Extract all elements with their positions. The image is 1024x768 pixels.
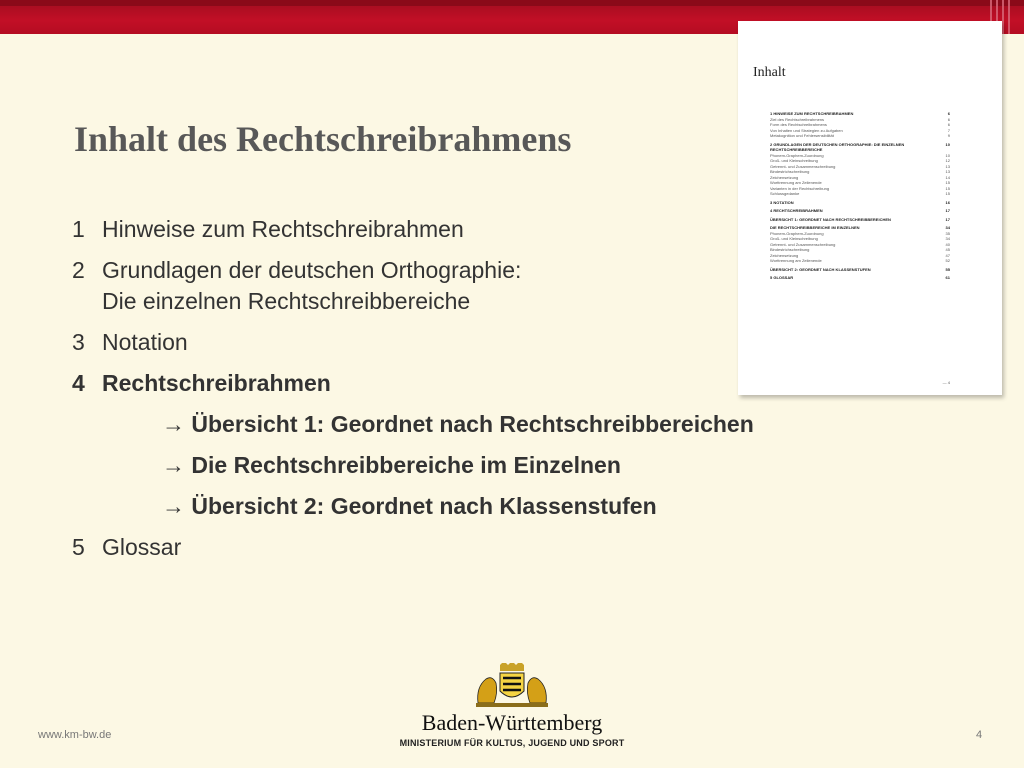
document-toc-page: 6 [947,111,950,116]
toc-subitem: → Übersicht 1: Geordnet nach Rechtschreibbereichen [162,411,754,437]
document-toc-page: 7 [947,127,950,133]
document-toc-label: ÜBERSICHT 2: GEORDNET NACH KLASSENSTUFEN [770,266,871,272]
toc-subitem: → Die Rechtschreibbereiche im Einzelnen [162,452,621,478]
toc-item-text: Notation [102,329,188,355]
document-toc-row [770,142,950,153]
document-toc-page: 52 [945,258,950,263]
document-toc-page: 15 [945,180,950,185]
document-toc-page: 47 [945,252,950,258]
page-number: 4 [976,729,983,741]
document-toc-label: Schlussgedanke [770,191,800,196]
document-toc-label: Bindestrichschreibung [770,169,810,174]
document-toc-label: 3 NOTATION [770,199,794,205]
document-toc-row [770,217,950,223]
coat-of-arms-icon [472,663,552,709]
document-toc-page: 34 [945,236,950,241]
document-toc-page: 40 [945,241,950,247]
document-toc-page: 10 [945,141,950,147]
document-toc [770,108,950,281]
toc-item-text: Hinweise zum Rechtschreibrahmen [102,216,464,242]
toc-item-number: 2 [72,257,85,283]
document-toc-page: 35 [945,230,950,236]
toc-item-text: Rechtschreibrahmen [102,370,331,396]
document-toc-label: Groß- und Kleinschreibung [770,236,818,241]
document-toc-label: ÜBERSICHT 1: GEORDNET NACH RECHTSCHREIBBEREICHEN [770,216,891,222]
toc-sub-list [72,409,872,522]
document-toc-row [770,191,950,197]
document-toc-page: 6 [947,116,950,122]
document-toc-label: Zeichensetzung [770,252,799,258]
document-toc-page: 14 [945,174,950,180]
toc-item-number: 1 [72,216,85,242]
document-toc-label: Varianten in der Rechtschreibung [770,185,830,191]
document-toc-page: 13 [945,163,950,169]
document-toc-label: Groß- und Kleinschreibung [770,158,818,163]
document-toc-page: 10 [945,152,950,158]
slide-title: Inhalt des Rechtschreibrahmens [74,119,572,159]
toc-item-text: Grundlagen der deutschen Orthographie: Die einzelnen Rechtschreibbereiche [102,257,522,314]
toc-item-number: 5 [72,534,85,560]
toc-subitem: → Übersicht 2: Geordnet nach Klassenstufen [162,493,657,519]
document-toc-label: Ziel des Rechtschreibrahmens [770,116,825,122]
document-thumbnail [738,21,1002,395]
document-toc-label: Phonem-Graphem-Zuordnung [770,152,824,158]
document-toc-page: 6 [947,122,950,127]
document-toc-row [770,208,950,214]
document-toc-label: Zeichensetzung [770,174,799,180]
document-toc-row [770,275,950,281]
document-toc-page: 17 [945,208,950,213]
document-toc-page: 34 [945,225,950,230]
document-toc-row [770,200,950,206]
document-toc-page: 12 [945,158,950,163]
brand-name: Baden-Württemberg [421,710,603,735]
document-toc-label: Form des Rechtschreibrahmens [770,122,827,127]
document-toc-row [770,258,950,264]
top-bar-stripe [0,0,1024,6]
document-toc-page: 55 [945,266,950,272]
toc-item-number: 3 [72,329,85,355]
toc-item-text: Glossar [102,534,182,560]
document-toc-page: 15 [945,185,950,191]
document-toc-label: Phonem-Graphem-Zuordnung [770,230,824,236]
toc-item-number: 4 [72,370,85,396]
document-title: Inhalt [753,65,786,80]
document-toc-row [770,133,950,139]
document-toc-label: Worttrennung am Zeilenende [770,180,822,185]
document-toc-label: 1 HINWEISE ZUM RECHTSCHREIBRAHMEN [770,111,854,116]
document-toc-label: DIE RECHTSCHREIBBEREICHE IM EINZELNEN [770,225,860,230]
toc-item-glossary [72,532,872,563]
document-toc-label: Metakognition und Fehlersensibilität [770,133,834,138]
document-toc-label: Getrennt- und Zusammenschreibung [770,241,836,247]
document-toc-label: Von Inhalten und Strategien zu Aufgaben [770,127,843,133]
document-toc-page: 13 [945,169,950,174]
document-toc-label: 5 GLOSSAR [770,275,794,280]
document-toc-label: 4 RECHTSCHREIBRAHMEN [770,208,823,213]
document-toc-page: 17 [945,216,950,222]
document-toc-page: 45 [945,247,950,252]
document-toc-page: 61 [945,275,950,280]
document-toc-page: 15 [945,191,950,196]
document-page-footer: — 4 [942,380,950,385]
document-toc-label: Bindestrichschreibung [770,247,810,252]
document-toc-label: 2 GRUNDLAGEN DER DEUTSCHEN ORTHOGRAPHIE: DIE EINZELNEN RECHTSCHREIBBEREICHE [770,141,905,152]
footer-url: www.km-bw.de [38,729,112,741]
document-toc-row [770,267,950,273]
document-toc-label: Getrennt- und Zusammenschreibung [770,163,836,169]
ministry-name: MINISTERIUM FÜR KULTUS, JUGEND UND SPORT [399,738,625,748]
document-toc-label: Worttrennung am Zeilenende [770,258,822,263]
document-toc-page: 9 [947,133,950,138]
document-toc-page: 16 [945,199,950,205]
